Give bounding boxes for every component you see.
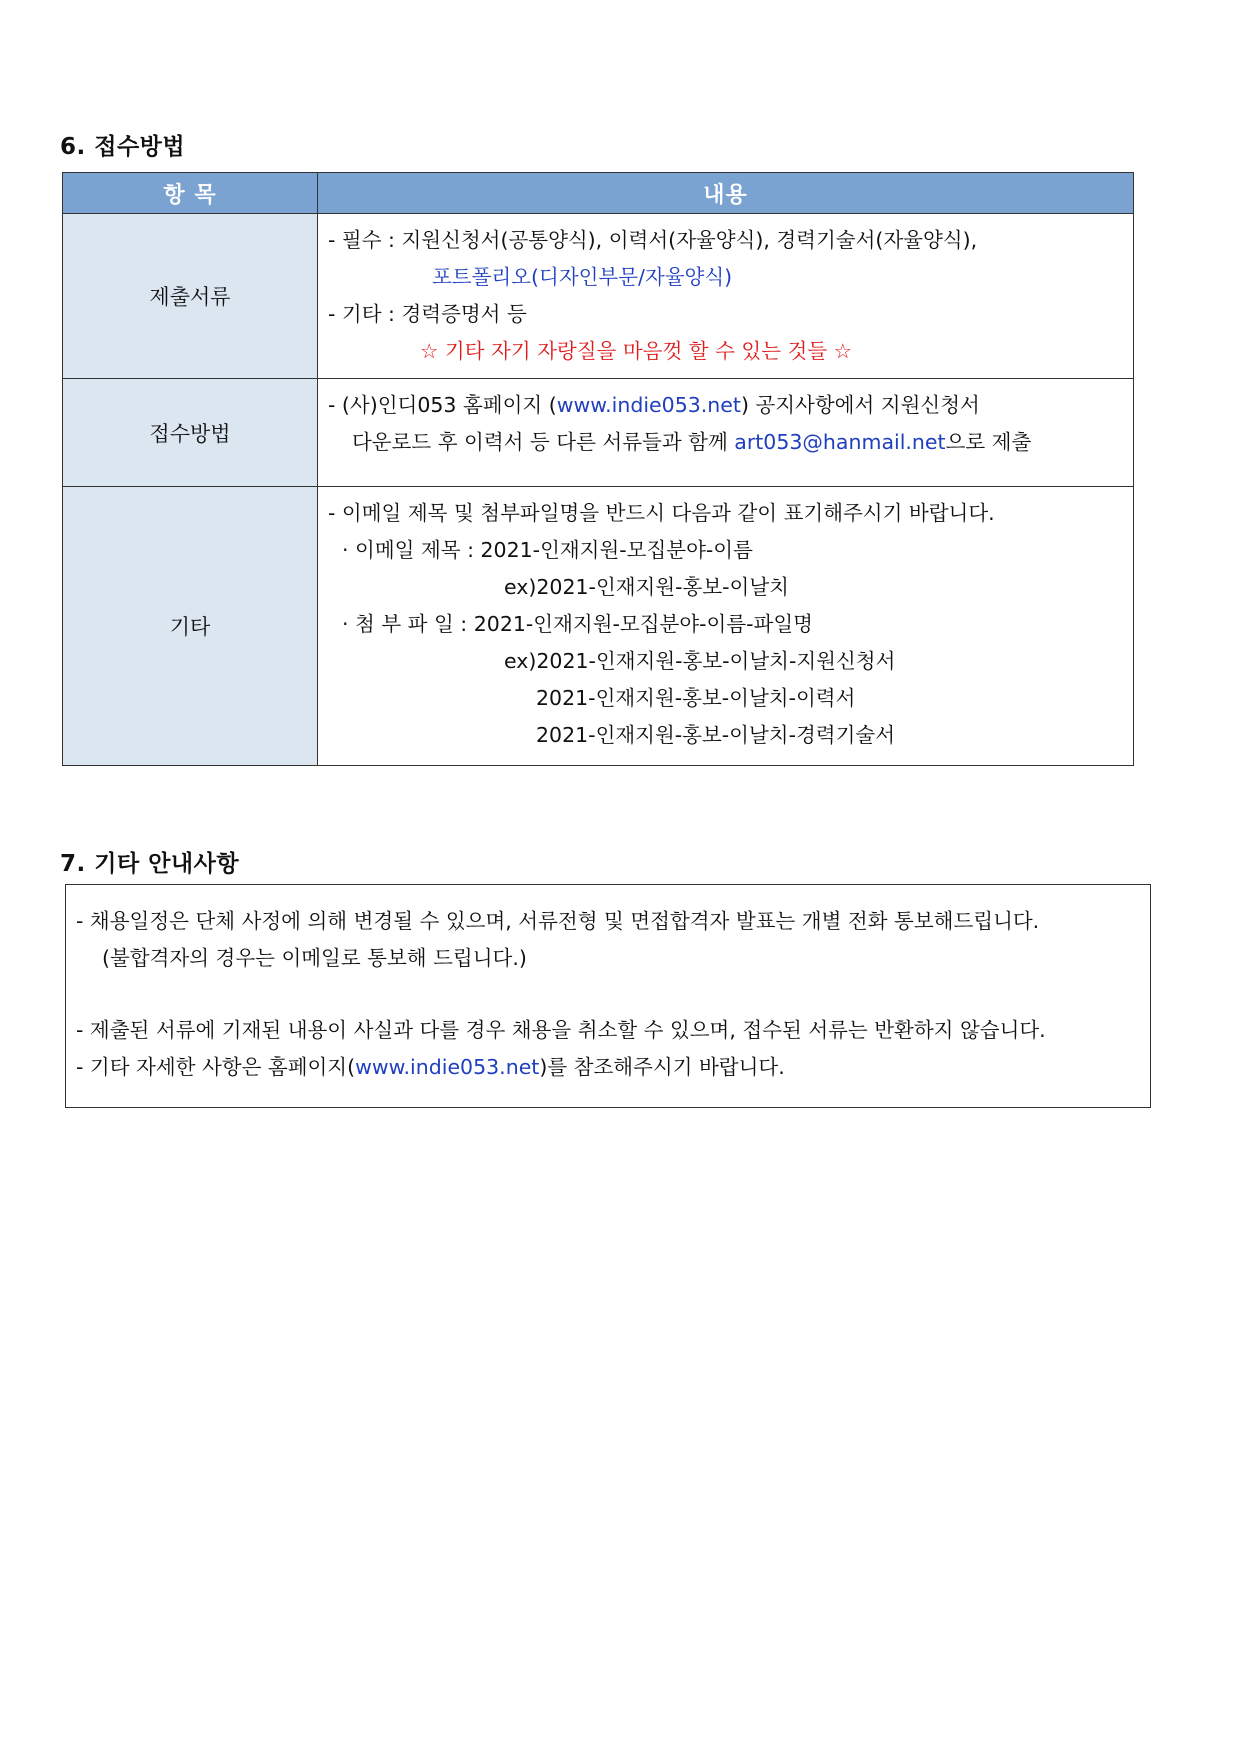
etc-line: ex)2021-인재지원-홍보-이날치-지원신청서	[504, 649, 896, 673]
etc-line: 2021-인재지원-홍보-이날치-이력서	[536, 686, 856, 710]
application-method-table	[62, 172, 1134, 766]
header-content: 내용	[318, 173, 1134, 214]
text: 다운로드 후 이력서 등 다른 서류들과 함께	[352, 430, 735, 454]
section-6-title: 6. 접수방법	[60, 134, 186, 160]
section-7-title: 7. 기타 안내사항	[60, 851, 240, 877]
row-label-etc: 기타	[63, 487, 318, 766]
row-content-documents	[318, 214, 1134, 379]
table-header-row	[63, 173, 1134, 214]
other-docs: - 기타 : 경력증명서 등	[328, 302, 527, 326]
notice-box	[65, 884, 1151, 1108]
homepage-link[interactable]: www.indie053.net	[556, 393, 741, 417]
etc-line: 2021-인재지원-홍보-이날치-경력기술서	[536, 723, 896, 747]
text: - (사)인디053 홈페이지 (	[328, 393, 557, 417]
etc-line: · 첨 부 파 일 : 2021-인재지원-모집분야-이름-파일명	[342, 612, 813, 636]
notice-item: - 제출된 서류에 기재된 내용이 사실과 다를 경우 채용을 취소할 수 있으며, 접수된 서류는 반환하지 않습니다.	[76, 1018, 1046, 1042]
text: ) 공지사항에서 지원신청서	[740, 393, 980, 417]
row-label-documents: 제출서류	[63, 214, 318, 379]
portfolio-note: 포트폴리오(디자인부문/자율양식)	[432, 265, 733, 289]
table-row	[63, 214, 1134, 379]
notice-item: - 채용일정은 단체 사정에 의해 변경될 수 있으며, 서류전형 및 면접합격자 발표는 개별 전화 통보해드립니다.	[76, 909, 1040, 933]
table-row	[63, 487, 1134, 766]
etc-line: · 이메일 제목 : 2021-인재지원-모집분야-이름	[342, 538, 753, 562]
text: )를 참조해주시기 바랍니다.	[539, 1055, 785, 1079]
row-label-method: 접수방법	[63, 379, 318, 487]
table-row	[63, 379, 1134, 487]
row-content-etc	[318, 487, 1134, 766]
row-content-method	[318, 379, 1134, 487]
email-link[interactable]: art053@hanmail.net	[734, 430, 946, 454]
text: - 기타 자세한 사항은 홈페이지(	[76, 1055, 356, 1079]
homepage-link[interactable]: www.indie053.net	[355, 1055, 540, 1079]
method-line-2	[328, 424, 1123, 461]
etc-line: ex)2021-인재지원-홍보-이날치	[504, 575, 789, 599]
required-docs: - 필수 : 지원신청서(공통양식), 이력서(자율양식), 경력기술서(자율양식),	[328, 228, 978, 252]
bragging-note: ☆ 기타 자기 자랑질을 마음껏 할 수 있는 것들 ☆	[420, 339, 853, 363]
notice-item	[76, 1049, 1138, 1086]
notice-item-sub: (불합격자의 경우는 이메일로 통보해 드립니다.)	[102, 946, 527, 970]
etc-line: - 이메일 제목 및 첨부파일명을 반드시 다음과 같이 표기해주시기 바랍니다.	[328, 501, 995, 525]
method-line-1	[328, 387, 1123, 424]
header-item: 항 목	[63, 173, 318, 214]
text: 으로 제출	[945, 430, 1032, 454]
